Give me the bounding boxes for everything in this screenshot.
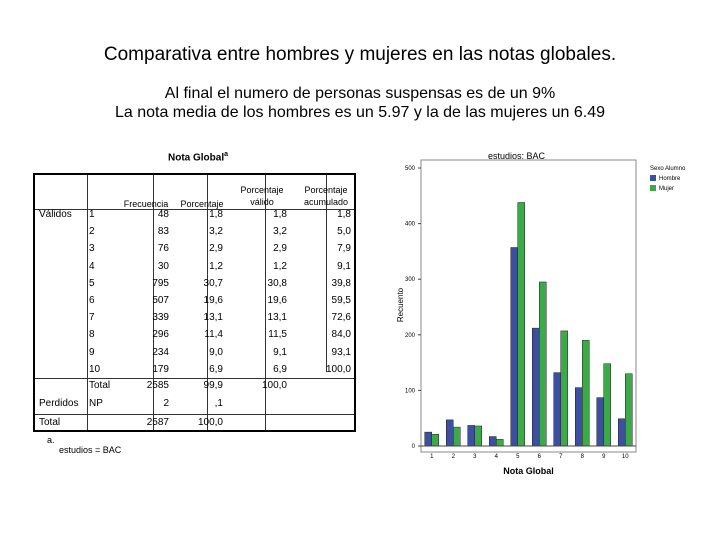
table-cell-nota: 10 — [89, 363, 101, 375]
x-tick-label: 1 — [430, 454, 434, 460]
y-tick-label: 400 — [404, 221, 415, 228]
table-cell-pct: 6,9 — [209, 363, 223, 375]
x-axis-label: Nota Global — [503, 466, 554, 476]
grand-total-porcentaje: 100,0 — [197, 417, 223, 428]
bar-hombre-3 — [468, 425, 475, 446]
table-cell-pct: 2,9 — [209, 243, 223, 255]
x-tick-label: 10 — [621, 454, 629, 460]
legend-item-hombre: Hombre — [650, 174, 685, 184]
legend-item-mujer: Mujer — [650, 184, 685, 194]
table-cell-pct: 19,6 — [203, 295, 223, 306]
y-tick-label: 0 — [411, 444, 415, 450]
legend-title: Sexo Alumno — [650, 166, 686, 172]
total-row-frecuencia: 2585 — [146, 380, 169, 391]
table-cell-acum: 84,0 — [331, 329, 351, 341]
legend-swatch-hombre — [650, 175, 656, 181]
table-cell-frec: 339 — [152, 312, 169, 324]
y-tick-label: 100 — [404, 388, 415, 395]
table-cell-nota: 7 — [89, 312, 95, 324]
chart-title: estudios: BAC — [488, 151, 546, 161]
slide-title: Comparativa entre hombres y mujeres en las notas globales. — [103, 44, 617, 65]
table-cell-val: 3,2 — [273, 226, 287, 238]
table-footnote: a. estudios = BAC — [47, 435, 122, 455]
table-cell-frec: 83 — [157, 226, 169, 238]
x-tick-label: 2 — [451, 454, 455, 460]
table-cell-nota: 5 — [89, 277, 95, 289]
x-tick-label: 6 — [537, 454, 541, 460]
header-frecuencia: Frecuencia — [123, 199, 169, 209]
table-cell-nota: 2 — [89, 226, 95, 238]
header-porcentaje: Porcentaje — [180, 199, 224, 209]
table-cell-frec: 179 — [152, 363, 169, 375]
legend-swatch-mujer — [650, 185, 656, 191]
table-cell-acum: 7,9 — [337, 243, 351, 255]
table-cell-pct: 3,2 — [209, 226, 223, 238]
table-cell-val: 9,1 — [273, 346, 287, 358]
x-tick-label: 7 — [559, 454, 563, 460]
bar-hombre-6 — [532, 328, 539, 446]
table-cell-nota: 6 — [89, 295, 95, 306]
table-cell-nota: 3 — [89, 243, 95, 255]
bar-hombre-4 — [489, 437, 496, 446]
table-cell-acum: 100,0 — [325, 363, 351, 375]
table-cell-val: 1,2 — [273, 260, 287, 272]
table-cell-pct: 9,0 — [209, 346, 223, 358]
table-cell-val: 13,1 — [267, 312, 287, 324]
perdidos-row-label: NP — [89, 398, 103, 409]
table-cell-pct: 1,8 — [209, 209, 223, 220]
bar-hombre-8 — [575, 388, 582, 446]
bar-mujer-3 — [475, 426, 482, 446]
total-row-label: Total — [89, 380, 111, 391]
slide-subtitle-line1: Al final el numero de personas suspensas es de un 9% — [164, 85, 556, 102]
bar-hombre-9 — [597, 398, 604, 446]
table-cell-nota: 9 — [89, 346, 95, 358]
table-cell-val: 19,6 — [267, 295, 287, 306]
table-cell-frec: 76 — [157, 243, 169, 255]
table-caption: Nota Global$^a$ — [168, 151, 229, 164]
grand-total-frecuencia: 2587 — [146, 417, 169, 428]
table-cell-nota: 1 — [89, 209, 95, 220]
group-label-validos: Válidos — [39, 209, 72, 220]
x-tick-label: 5 — [516, 454, 520, 460]
table-cell-frec: 30 — [157, 260, 169, 272]
bar-mujer-8 — [582, 340, 589, 446]
x-tick-label: 9 — [602, 454, 606, 460]
bar-mujer-1 — [432, 434, 439, 446]
table-cell-frec: 795 — [152, 277, 169, 289]
table-cell-frec: 296 — [152, 329, 169, 341]
y-axis-label: Recuento — [396, 287, 405, 323]
table-cell-acum: 93,1 — [331, 346, 351, 358]
table-cell-pct: 13,1 — [203, 312, 223, 324]
bar-mujer-6 — [539, 282, 546, 446]
total-row-porcentaje: 99,9 — [203, 380, 223, 391]
table-cell-pct: 11,4 — [204, 329, 223, 341]
x-tick-label: 4 — [494, 454, 498, 460]
group-label-perdidos: Perdidos — [39, 398, 79, 409]
bar-hombre-7 — [554, 373, 561, 446]
table-cell-pct: 30,7 — [203, 277, 223, 289]
perdidos-row-frecuencia: 2 — [163, 398, 169, 409]
x-tick-label: 3 — [473, 454, 477, 460]
slide-subtitle-line2: La nota media de los hombres es un 5.97 y la de las mujeres un 6.49 — [114, 104, 606, 121]
y-tick-label: 300 — [404, 277, 415, 284]
table-cell-val: 11,5 — [268, 329, 287, 341]
table-cell-val: 2,9 — [273, 243, 287, 255]
bar-mujer-4 — [496, 439, 503, 446]
bar-mujer-7 — [561, 331, 568, 446]
table-cell-val: 6,9 — [273, 363, 287, 375]
table-cell-val: 30,8 — [267, 277, 287, 289]
table-cell-pct: 1,2 — [209, 260, 223, 272]
x-tick-label: 8 — [580, 454, 584, 460]
header-porcentaje-acumulado: Porcentaje acumulado — [303, 185, 349, 207]
bar-mujer-5 — [518, 202, 525, 446]
table-cell-nota: 8 — [89, 329, 95, 341]
header-porcentaje-valido: Porcentaje válido — [240, 185, 284, 207]
bar-mujer-10 — [625, 374, 632, 446]
table-cell-val: 1,8 — [273, 209, 287, 220]
table-cell-acum: 72,6 — [331, 312, 351, 324]
table-cell-frec: 234 — [152, 346, 169, 358]
table-cell-frec: 48 — [157, 209, 169, 220]
table-cell-acum: 1,8 — [337, 209, 351, 220]
group-label-total: Total — [39, 417, 61, 428]
bar-hombre-5 — [511, 248, 518, 446]
table-cell-nota: 4 — [89, 260, 95, 272]
table-cell-acum: 59,5 — [331, 295, 351, 306]
chart-legend — [650, 164, 685, 194]
y-tick-label: 200 — [404, 332, 415, 339]
bar-mujer-9 — [604, 364, 611, 446]
table-cell-acum: 5,0 — [337, 226, 351, 238]
y-tick-label: 500 — [404, 166, 415, 172]
table-cell-frec: 507 — [152, 295, 169, 306]
total-row-valido: 100,0 — [261, 380, 287, 391]
bar-hombre-1 — [425, 432, 432, 446]
bar-hombre-10 — [618, 419, 625, 446]
perdidos-row-porcentaje: ,1 — [214, 398, 223, 409]
table-caption-footnote-mark: a — [224, 151, 229, 158]
table-cell-acum: 9,1 — [337, 260, 351, 272]
table-cell-acum: 39,8 — [331, 277, 351, 289]
bar-mujer-2 — [453, 427, 460, 446]
bar-hombre-2 — [446, 420, 453, 446]
